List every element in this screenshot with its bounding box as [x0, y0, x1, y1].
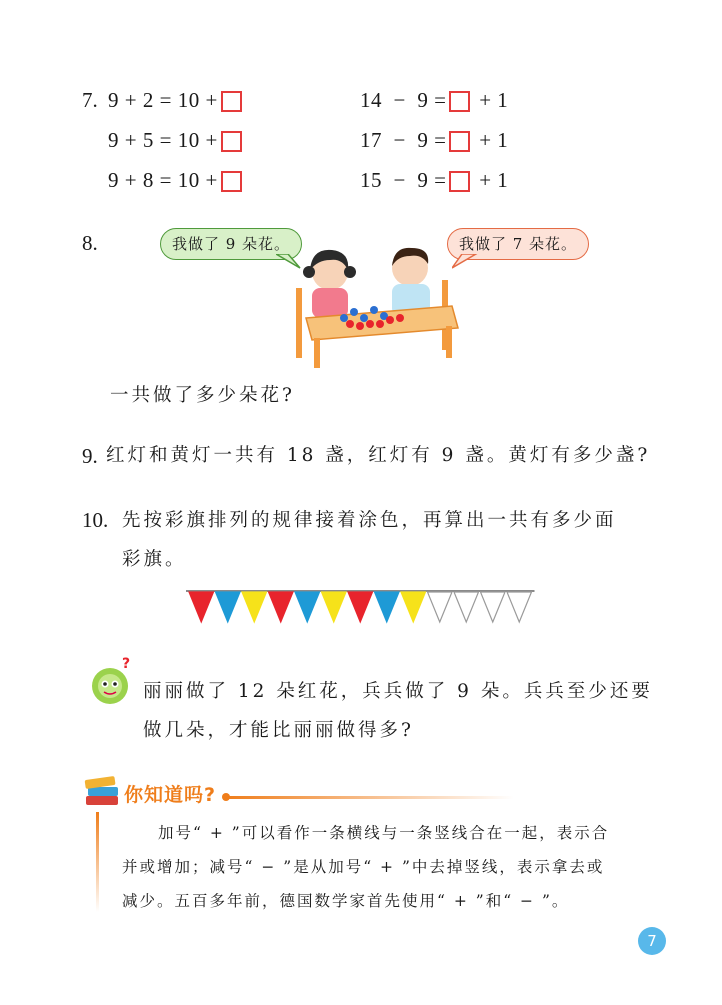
challenge-text-line2: 做几朵，才能比丽丽做得多? — [143, 720, 414, 741]
q9-label: 9. — [82, 444, 98, 468]
pennant-flag-string — [186, 586, 536, 626]
pennant-flag — [242, 592, 267, 622]
answer-box[interactable] — [221, 91, 242, 112]
pennant-flag — [295, 592, 320, 622]
pennant-flag[interactable] — [481, 592, 506, 622]
answer-box[interactable] — [221, 171, 242, 192]
answer-box[interactable] — [221, 131, 242, 152]
equation-row: 9 + 2 = 10 + — [108, 88, 245, 113]
know-line: 加号“ + ”可以看作一条横线与一条竖线合在一起，表示合 — [158, 824, 610, 842]
answer-box[interactable] — [449, 131, 470, 152]
pennant-flag — [269, 592, 294, 622]
pennant-flag — [401, 592, 426, 622]
equation-row: 15 − 9 = + 1 — [360, 168, 509, 192]
page-number: 7 — [638, 927, 666, 955]
pennant-flag — [348, 592, 373, 622]
speech-bubble-left: 我做了 9 朵花。 — [160, 228, 302, 260]
pennant-flag — [322, 592, 347, 622]
side-accent-bar — [96, 812, 99, 912]
title-underline — [224, 796, 514, 799]
q7-label: 7. — [82, 88, 98, 112]
pennant-flag[interactable] — [428, 592, 453, 622]
speech-bubble-right: 我做了 7 朵花。 — [447, 228, 589, 260]
answer-box[interactable] — [449, 171, 470, 192]
children-making-flowers-illustration — [292, 240, 462, 370]
challenge-text-line1: 丽丽做了 12 朵红花，兵兵做了 9 朵。兵兵至少还要 — [143, 681, 653, 702]
pennant-flag — [216, 592, 241, 622]
pennant-flag[interactable] — [454, 592, 479, 622]
q8-label: 8. — [82, 231, 98, 255]
q10-text-line2: 彩旗。 — [122, 549, 187, 570]
pennant-flag — [189, 592, 214, 622]
equation-row: 17 − 9 = + 1 — [360, 128, 509, 152]
question-mark-badge: ? — [122, 656, 131, 672]
books-icon — [82, 772, 122, 810]
equation-row: 14 − 9 = + 1 — [360, 88, 509, 112]
did-you-know-title: 你知道吗? — [124, 784, 217, 806]
q10-text-line1: 先按彩旗排列的规律接着涂色，再算出一共有多少面 — [122, 510, 617, 531]
pennant-flag — [375, 592, 400, 622]
q9-text: 红灯和黄灯一共有 18 盏，红灯有 9 盏。黄灯有多少盏? — [106, 445, 651, 466]
title-dot — [222, 793, 230, 801]
answer-box[interactable] — [449, 91, 470, 112]
know-line: 并或增加；减号“ − ”是从加号“ + ”中去掉竖线，表示拿去或 — [122, 858, 605, 876]
pennant-flag[interactable] — [507, 592, 532, 622]
q8-question: 一共做了多少朵花? — [110, 385, 295, 406]
q10-label: 10. — [82, 508, 109, 532]
know-line: 减少。五百多年前，德国数学家首先使用“ + ”和“ − ”。 — [122, 892, 570, 910]
equation-row: 9 + 8 = 10 + — [108, 168, 245, 193]
equation-row: 9 + 5 = 10 + — [108, 128, 245, 153]
